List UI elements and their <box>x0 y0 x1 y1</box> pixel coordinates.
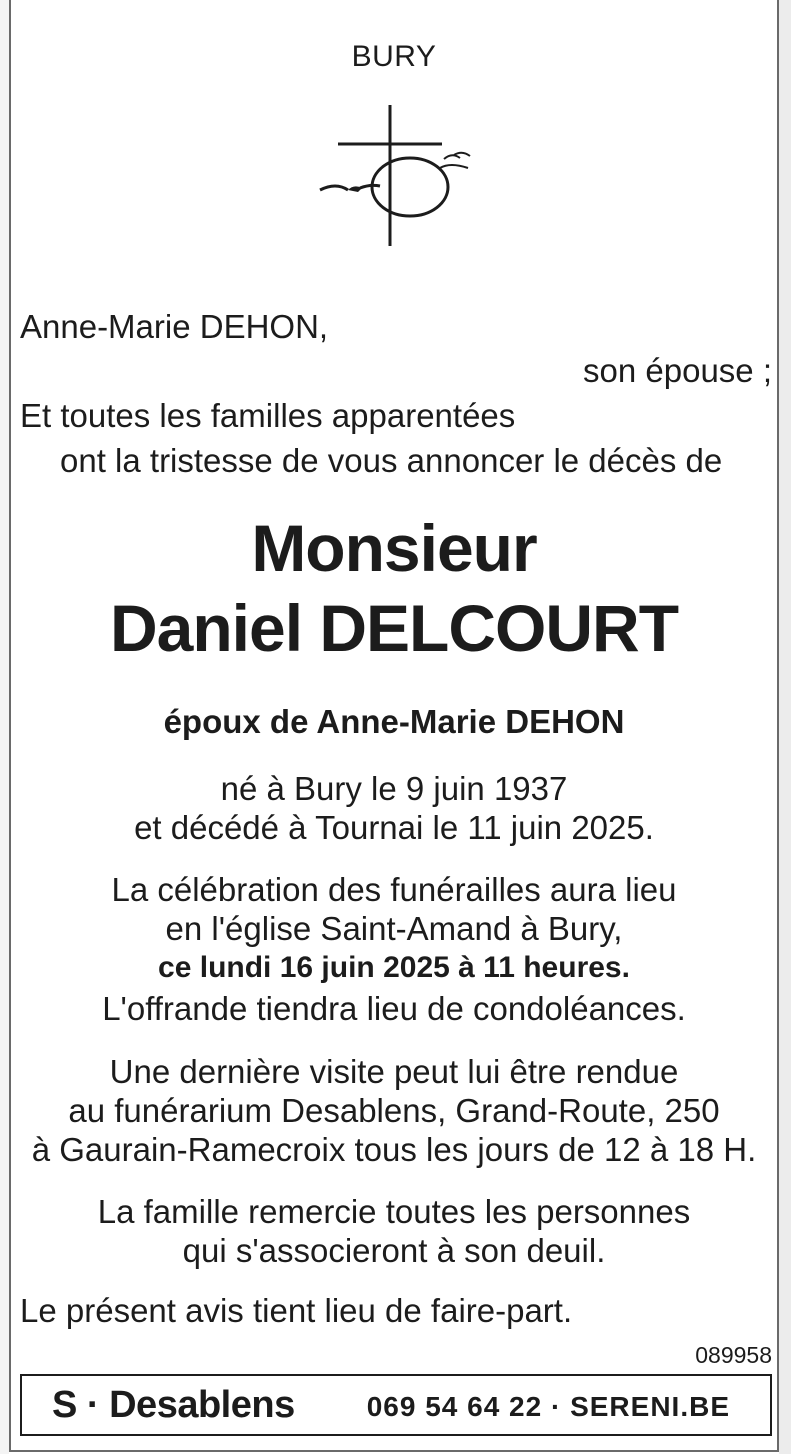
spouse-name: Anne-Marie DEHON, <box>20 308 329 345</box>
ceremony-location: en l'église Saint-Amand à Bury, <box>165 910 623 947</box>
thanks-line-2: qui s'associeront à son deuil. <box>182 1232 606 1269</box>
right-edge <box>779 0 791 1454</box>
birth-line: né à Bury le 9 juin 1937 <box>220 770 568 807</box>
funeral-home-contact: 069 54 64 22 · SERENI.BE <box>366 1391 730 1422</box>
condolences-line: L'offrande tiendra lieu de condoléances. <box>102 990 686 1027</box>
place-name: BURY <box>351 40 437 73</box>
families-line: Et toutes les familles apparentées <box>20 397 516 434</box>
thanks-line: La famille remercie toutes les personnes <box>97 1193 691 1230</box>
cross-with-sun-and-birds-icon <box>318 100 478 250</box>
ceremony-line: La célébration des funérailles aura lieu <box>111 871 677 908</box>
deceased-relation: époux de Anne-Marie DEHON <box>163 703 625 740</box>
visit-address: au funérarium Desablens, Grand-Route, 250 <box>68 1092 720 1129</box>
reference-number: 089958 <box>695 1342 772 1368</box>
left-edge <box>0 0 9 1454</box>
closing-line: Le présent avis tient lieu de faire-part. <box>20 1292 573 1329</box>
funeral-home-brand: S · Desablens <box>52 1384 295 1426</box>
ceremony-datetime: ce lundi 16 juin 2025 à 11 heures. <box>158 951 630 984</box>
visit-line: Une dernière visite peut lui être rendue <box>109 1053 679 1090</box>
death-line: et décédé à Tournai le 11 juin 2025. <box>134 809 654 846</box>
visit-hours: à Gaurain-Ramecroix tous les jours de 12 à 18 H. <box>31 1131 757 1168</box>
spouse-role: son épouse ; <box>583 352 772 389</box>
deceased-title: Monsieur <box>251 511 537 585</box>
deceased-name: Daniel DELCOURT <box>109 591 679 665</box>
announcement-line: ont la tristesse de vous annoncer le décès de <box>60 442 723 479</box>
funeral-home-footer <box>20 1374 772 1436</box>
